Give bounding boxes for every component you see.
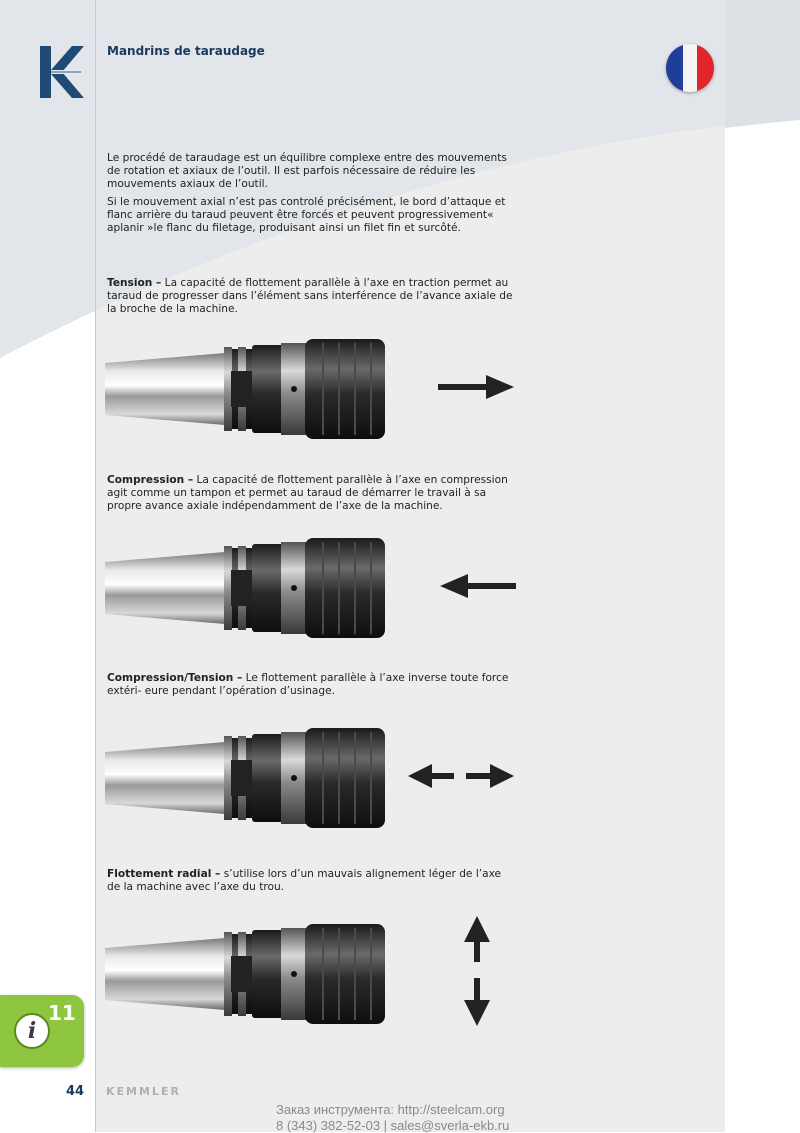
page-title: Mandrins de taraudage bbox=[107, 44, 265, 58]
info-icon: i bbox=[14, 1013, 50, 1049]
arrow-right-icon bbox=[438, 375, 516, 399]
section-text: s’utilise lors d’un mauvais alignement léger de l’axe de la machine avec l’axe du trou. bbox=[107, 868, 502, 893]
chapter-number: 11 bbox=[48, 1001, 76, 1025]
arrow-left-icon bbox=[438, 574, 516, 598]
section-text: Le flottement parallèle à l’axe inverse toute force extéri- eure pendant l’opération d’usinage. bbox=[107, 672, 509, 697]
footer-order-line: Заказ инструмента: http://steelcam.org bbox=[276, 1102, 505, 1117]
footer-contact-line: 8 (343) 382-52-03 | sales@sverla-ekb.ru bbox=[276, 1118, 510, 1133]
arrow-bidirectional-horizontal-icon bbox=[408, 764, 516, 788]
section-radial-float bbox=[107, 868, 517, 894]
tap-holder-image bbox=[105, 532, 390, 644]
intro-paragraph-2: Si le mouvement axial n’est pas controlé précisément, le bord d’attaque et flanc arrière du taraud peuvent être forcés et peuvent progressivement« aplanir »le flanc du filetage, produisant ainsi un filet fin et surcôté. bbox=[107, 196, 506, 234]
kemmler-logo-icon bbox=[40, 46, 84, 98]
section-compression-tension bbox=[107, 672, 517, 698]
brand-wordmark: KEMMLER bbox=[106, 1085, 181, 1098]
section-term: Tension – bbox=[107, 277, 162, 289]
chapter-tab[interactable] bbox=[0, 995, 84, 1067]
margin-divider bbox=[95, 0, 96, 1132]
tap-holder-image bbox=[105, 722, 390, 834]
section-term: Flottement radial – bbox=[107, 868, 221, 880]
section-text: La capacité de flottement parallèle à l’axe en compression agit comme un tampon et permet au taraud de démarrer le travail à sa propre avance axiale indépendamment de l’axe de la machine. bbox=[107, 474, 508, 512]
section-text: La capacité de flottement parallèle à l’axe en traction permet au taraud de progresser dans l’élément sans interférence de l’avance axiale de la broche de la machine. bbox=[107, 277, 513, 315]
section-term: Compression – bbox=[107, 474, 194, 486]
french-flag-icon bbox=[666, 44, 714, 92]
tap-holder-image bbox=[105, 333, 390, 445]
arrow-bidirectional-vertical-icon bbox=[464, 916, 490, 1026]
tap-holder-image bbox=[105, 918, 390, 1030]
section-tension bbox=[107, 277, 517, 316]
section-compression bbox=[107, 474, 517, 513]
page-number: 44 bbox=[66, 1084, 85, 1099]
section-term: Compression/Tension – bbox=[107, 672, 243, 684]
intro-paragraph-1: Le procédé de taraudage est un équilibre complexe entre des mouvements de rotation et axiaux de l’outil. Il est parfois nécessaire de réduire les mouvements axiaux de l’outil. bbox=[107, 152, 507, 190]
